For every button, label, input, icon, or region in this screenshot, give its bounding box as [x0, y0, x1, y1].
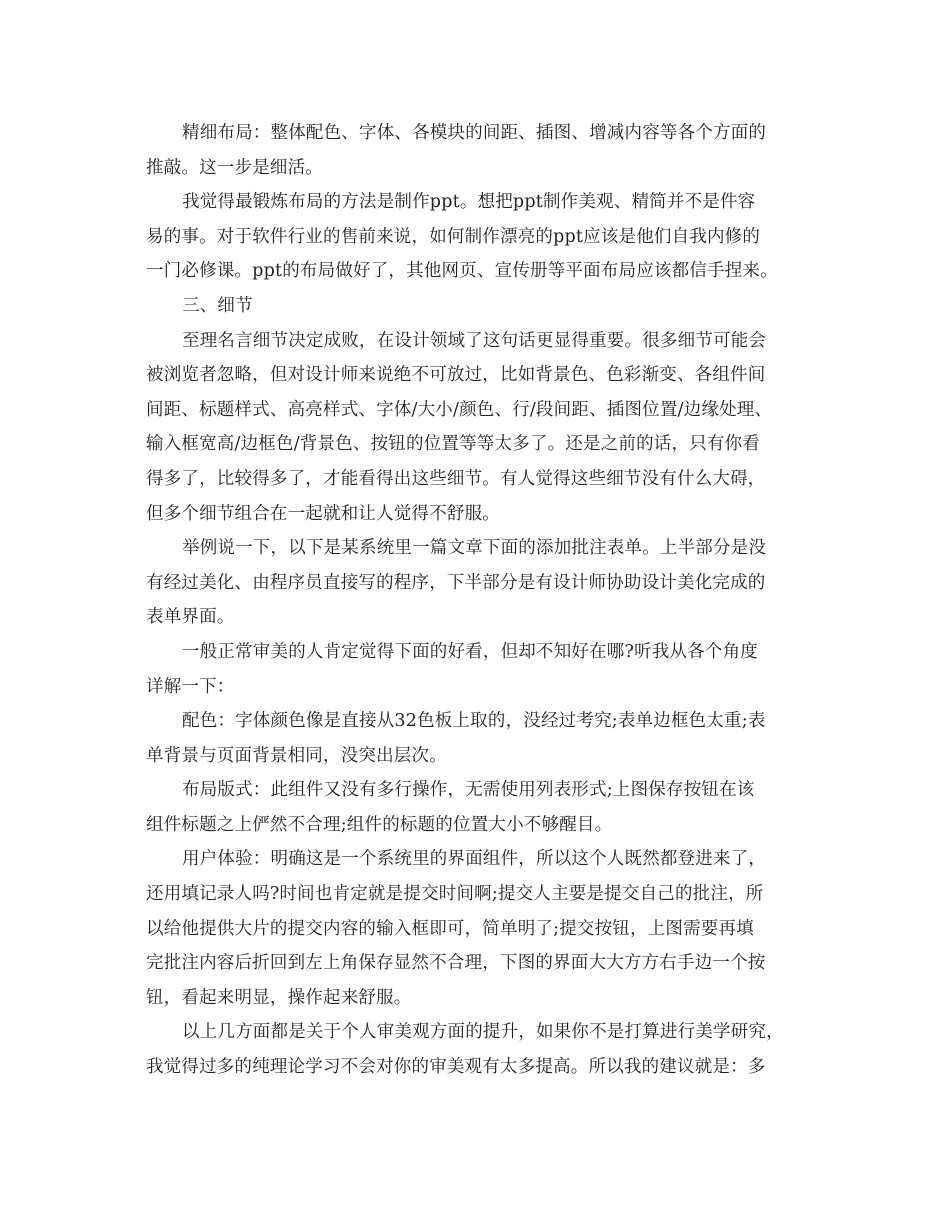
text-line: 有经过美化、由程序员直接写的程序，下半部分是有设计师协助设计美化完成的 [146, 572, 766, 593]
text-line: 组件标题之上俨然不合理;组件的标题的位置大小不够醒目。 [146, 814, 613, 835]
text-line: 布局版式：此组件又没有多行操作，无需使用列表形式;上图保存按钮在该 [182, 780, 755, 801]
text-line: 易的事。对于软件行业的售前来说，如何制作漂亮的ppt应该是他们自我内修的 [146, 226, 761, 247]
text-line: 以给他提供大片的提交内容的输入框即可，简单明了;提交按钮，上图需要再填 [146, 918, 754, 939]
text-line: 单背景与页面背景相同，没突出层次。 [146, 745, 447, 766]
text-line: 详解一下： [146, 676, 235, 697]
text-line: 一门必修课。ppt的布局做好了，其他网页、宣传册等平面布局应该都信手捏来。 [146, 261, 778, 282]
text-line: 钮，看起来明显，操作起来舒服。 [146, 987, 412, 1008]
text-line: 至理名言细节决定成败，在设计领域了这句话更显得重要。很多细节可能会 [182, 330, 767, 351]
text-line: 三、细节 [182, 295, 253, 316]
text-line: 推敲。这一步是细活。 [146, 157, 323, 178]
text-line: 完批注内容后折回到左上角保存显然不合理，下图的界面大大方方右手边一个按 [146, 953, 766, 974]
text-line: 输入框宽高/边框色/背景色、按钮的位置等等太多了。还是之前的话，只有你看 [146, 434, 760, 455]
text-line: 被浏览者忽略，但对设计师来说绝不可放过，比如背景色、色彩渐变、各组件间 [146, 365, 766, 386]
text-line: 还用填记录人吗?时间也肯定就是提交时间啊;提交人主要是提交自己的批注，所 [146, 884, 764, 905]
text-line: 但多个细节组合在一起就和让人觉得不舒服。 [146, 503, 500, 524]
text-line: 用户体验：明确这是一个系统里的界面组件，所以这个人既然都登进来了， [182, 849, 767, 870]
text-line: 举例说一下，以下是某系统里一篇文章下面的添加批注表单。上半部分是没 [182, 538, 767, 559]
text-line: 精细布局：整体配色、字体、各模块的间距、插图、增减内容等各个方面的 [182, 123, 767, 143]
text-line: 间距、标题样式、高亮样式、字体/大小/颜色、行/段间距、插图位置/边缘处理、 [146, 399, 773, 420]
text-line: 我觉得过多的纯理论学习不会对你的审美观有太多提高。所以我的建议就是：多 [146, 1057, 766, 1078]
body-text [146, 116, 816, 1085]
text-line: 配色：字体颜色像是直接从32色板上取的，没经过考究;表单边框色太重;表 [182, 711, 766, 732]
text-line: 表单界面。 [146, 607, 235, 628]
text-line: 得多了，比较得多了，才能看得出这些细节。有人觉得这些细节没有什么大碍， [146, 468, 766, 489]
text-line: 我觉得最锻炼布局的方法是制作ppt。想把ppt制作美观、精简并不是件容 [182, 192, 756, 213]
text-line: 一般正常审美的人肯定觉得下面的好看，但却不知好在哪?听我从各个角度 [182, 641, 758, 662]
text-line: 以上几方面都是关于个人审美观方面的提升，如果你不是打算进行美学研究， [182, 1022, 784, 1043]
